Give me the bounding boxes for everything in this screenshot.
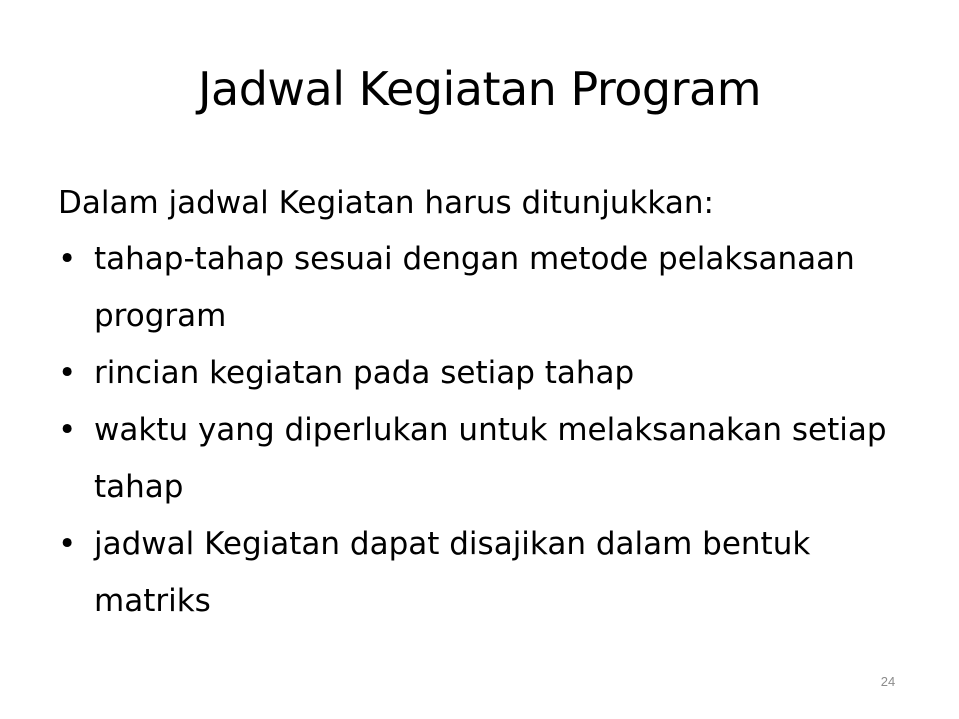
list-item (58, 516, 928, 630)
intro-text: Dalam jadwal Kegiatan harus ditunjukkan: (58, 185, 714, 221)
list-item (58, 402, 928, 516)
slide-title: Jadwal Kegiatan Program (197, 62, 762, 116)
bullet-icon: • (58, 355, 77, 391)
list-item (58, 231, 928, 345)
bullet-icon: • (58, 526, 77, 562)
list-item (58, 345, 928, 402)
bullet-text: rincian kegiatan pada setiap tahap (94, 355, 635, 391)
bullet-text: waktu yang diperlukan untuk melaksanakan setiap tahap (94, 412, 887, 505)
bullet-text: tahap‑tahap sesuai dengan metode pelaksanaan program (94, 241, 855, 334)
bullet-list (58, 231, 928, 630)
page-number: 24 (880, 674, 896, 689)
bullet-icon: • (58, 412, 77, 448)
bullet-icon: • (58, 241, 77, 277)
bullet-text: jadwal Kegiatan dapat disajikan dalam bentuk matriks (94, 526, 811, 619)
slide-body (58, 176, 928, 630)
